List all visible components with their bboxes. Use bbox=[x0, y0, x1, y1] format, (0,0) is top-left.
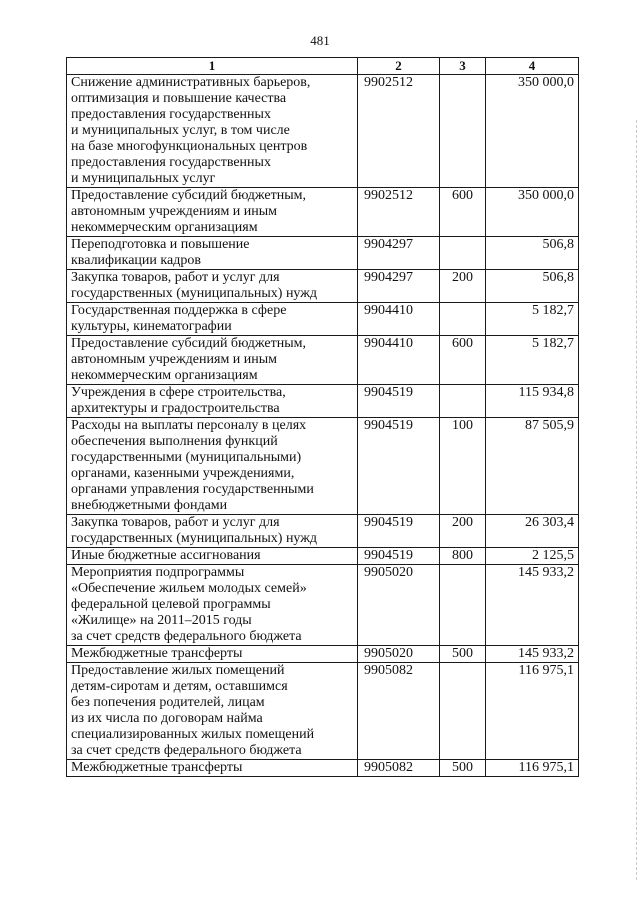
table-row bbox=[67, 385, 579, 418]
row-name: Переподготовка и повышение квалификации кадров bbox=[67, 237, 358, 270]
row-type: 500 bbox=[440, 760, 486, 777]
table-row bbox=[67, 237, 579, 270]
row-name: Межбюджетные трансферты bbox=[67, 646, 358, 663]
row-type bbox=[440, 565, 486, 646]
row-type: 600 bbox=[440, 188, 486, 237]
row-type: 500 bbox=[440, 646, 486, 663]
row-type bbox=[440, 303, 486, 336]
table-row bbox=[67, 75, 579, 188]
row-amount: 87 505,9 bbox=[486, 418, 579, 515]
row-amount: 5 182,7 bbox=[486, 303, 579, 336]
row-code: 9904519 bbox=[358, 515, 440, 548]
row-code: 9902512 bbox=[358, 188, 440, 237]
row-name: Предоставление жилых помещений детям-сиротам и детям, оставшимся без попечения родителей, лицам из их числа по договорам найма специализированных жилых помещений за счет средств федерального бюджета bbox=[67, 663, 358, 760]
row-name: Государственная поддержка в сфере культуры, кинематографии bbox=[67, 303, 358, 336]
table-row bbox=[67, 663, 579, 760]
table-row bbox=[67, 270, 579, 303]
table-row bbox=[67, 188, 579, 237]
row-name: Закупка товаров, работ и услуг для государственных (муниципальных) нужд bbox=[67, 515, 358, 548]
row-code: 9904519 bbox=[358, 548, 440, 565]
row-type: 800 bbox=[440, 548, 486, 565]
row-type bbox=[440, 385, 486, 418]
header-col-3: 3 bbox=[440, 58, 486, 75]
row-code: 9904519 bbox=[358, 385, 440, 418]
row-type: 200 bbox=[440, 515, 486, 548]
row-type: 100 bbox=[440, 418, 486, 515]
row-type: 200 bbox=[440, 270, 486, 303]
row-amount: 145 933,2 bbox=[486, 565, 579, 646]
row-amount: 506,8 bbox=[486, 270, 579, 303]
table-header bbox=[67, 58, 579, 75]
row-code: 9905020 bbox=[358, 565, 440, 646]
row-name: Предоставление субсидий бюджетным, автономным учреждениям и иным некоммерческим организациям bbox=[67, 188, 358, 237]
row-type: 600 bbox=[440, 336, 486, 385]
table-row bbox=[67, 646, 579, 663]
row-amount: 116 975,1 bbox=[486, 760, 579, 777]
row-type bbox=[440, 663, 486, 760]
row-amount: 2 125,5 bbox=[486, 548, 579, 565]
table-row bbox=[67, 565, 579, 646]
row-amount: 350 000,0 bbox=[486, 75, 579, 188]
row-name: Закупка товаров, работ и услуг для государственных (муниципальных) нужд bbox=[67, 270, 358, 303]
row-code: 9902512 bbox=[358, 75, 440, 188]
page-edge-mark bbox=[636, 120, 637, 880]
row-amount: 145 933,2 bbox=[486, 646, 579, 663]
table-row bbox=[67, 760, 579, 777]
row-name: Межбюджетные трансферты bbox=[67, 760, 358, 777]
page-number: 481 bbox=[310, 33, 330, 48]
row-code: 9904519 bbox=[358, 418, 440, 515]
row-name: Иные бюджетные ассигнования bbox=[67, 548, 358, 565]
row-name: Предоставление субсидий бюджетным, автономным учреждениям и иным некоммерческим организациям bbox=[67, 336, 358, 385]
row-amount: 26 303,4 bbox=[486, 515, 579, 548]
row-code: 9904410 bbox=[358, 303, 440, 336]
table-row bbox=[67, 303, 579, 336]
budget-table bbox=[66, 57, 579, 777]
row-code: 9905020 bbox=[358, 646, 440, 663]
row-name: Учреждения в сфере строительства, архитектуры и градостроительства bbox=[67, 385, 358, 418]
row-amount: 115 934,8 bbox=[486, 385, 579, 418]
header-col-1: 1 bbox=[67, 58, 358, 75]
table-row bbox=[67, 336, 579, 385]
row-type bbox=[440, 237, 486, 270]
header-col-2: 2 bbox=[358, 58, 440, 75]
row-code: 9904297 bbox=[358, 237, 440, 270]
row-name: Расходы на выплаты персоналу в целях обеспечения выполнения функций государственными (муниципальными) органами, казенными учреждениями, органами управления государственными внебюджетными фондами bbox=[67, 418, 358, 515]
row-amount: 350 000,0 bbox=[486, 188, 579, 237]
row-name: Мероприятия подпрограммы «Обеспечение жильем молодых семей» федеральной целевой программы «Жилище» на 2011–2015 годы за счет средств федерального бюджета bbox=[67, 565, 358, 646]
table-row bbox=[67, 515, 579, 548]
row-amount: 506,8 bbox=[486, 237, 579, 270]
row-amount: 5 182,7 bbox=[486, 336, 579, 385]
row-code: 9904297 bbox=[358, 270, 440, 303]
row-amount: 116 975,1 bbox=[486, 663, 579, 760]
header-row bbox=[67, 58, 579, 75]
row-code: 9905082 bbox=[358, 760, 440, 777]
header-col-4: 4 bbox=[486, 58, 579, 75]
row-name: Снижение административных барьеров, оптимизация и повышение качества предоставления государственных и муниципальных услуг, в том числе на базе многофункциональных центров предоставления государственных и муниципальных услуг bbox=[67, 75, 358, 188]
row-code: 9904410 bbox=[358, 336, 440, 385]
row-type bbox=[440, 75, 486, 188]
table-row bbox=[67, 548, 579, 565]
row-code: 9905082 bbox=[358, 663, 440, 760]
table-row bbox=[67, 418, 579, 515]
table-body bbox=[67, 75, 579, 777]
